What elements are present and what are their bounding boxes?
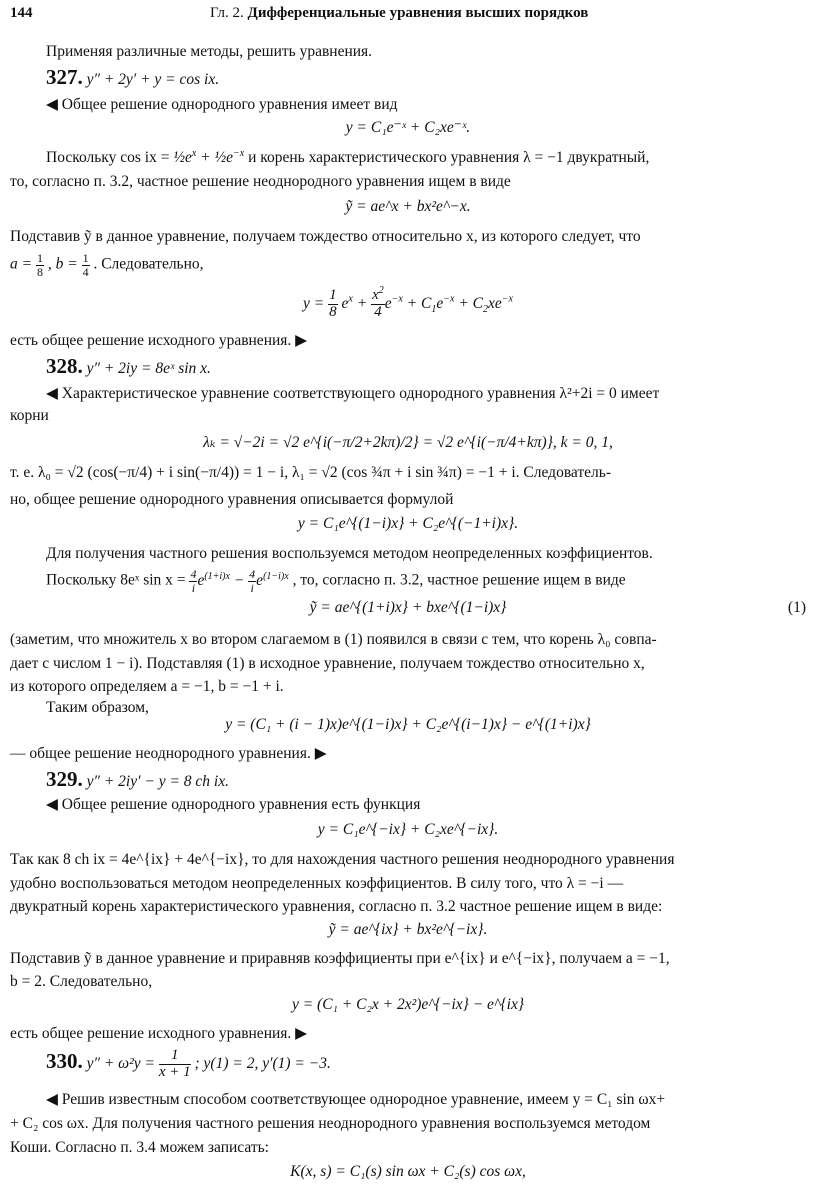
p329-line-2: Так как 8 ch ix = 4e^{ix} + 4e^{−ix}, то для нахождения частного решения неоднородного уравнения [10,851,675,868]
problem-330-eq-a: y″ + ω²y = [86,1055,155,1072]
p328-line-1: ◀ Характеристическое уравнение соответствующего однородного уравнения λ²+2i = 0 имеет [46,385,660,402]
page-number: 144 [10,5,33,21]
p327-line-2b: и корень характеристического уравнения λ = −1 двукратный, [248,149,650,166]
problem-328-number: 328. [46,354,83,378]
p327-eq-1: y = C₁e⁻ˣ + C₂xe⁻ˣ. [345,119,471,136]
p327-line-2a: Поскольку cos ix = [46,149,170,166]
problem-329-equation: y″ + 2iy′ − y = 8 ch ix. [86,773,229,790]
p329-eq-3: y = (C₁ + C₂x + 2x²)e^{−ix} − e^{ix} [291,996,525,1013]
p329-line-3: удобно воспользоваться методом неопределенных коэффициентов. В силу того, что λ = −i — [10,875,624,892]
problem-327-heading [46,64,806,90]
p328-eq-3-row [10,598,806,617]
p327-line-5: a = $\frac{1}{8}$ , b = $\frac{1}{4}$ . Следовательно, [10,251,204,279]
p328-eq-2: y = C₁e^{(1−i)x} + C₂e^{(−1+i)x}. [297,515,519,532]
problem-330-number: 330. [46,1049,83,1073]
p328-line-10: Таким образом, [46,699,149,716]
intro-text: Применяя различные методы, решить уравнения. [46,43,373,60]
p330-line-3: Коши. Согласно п. 3.4 можем записать: [10,1139,269,1156]
equation-number-1: (1) [787,599,806,616]
p328-line-7: (заметим, что множитель x во втором слагаемом в (1) появился в связи с тем, что корень λ₀ совпа- [10,631,657,648]
problem-327-number: 327. [46,65,83,89]
problem-330-eq-b: ; y(1) = 2, y′(1) = −3. [194,1055,331,1072]
p327-line-1: ◀ Общее решение однородного уравнения имеет вид [46,96,398,113]
p330-line-1: ◀ Решив известным способом соответствующее однородное уравнение, имеем y = C₁ sin ωx+ [46,1091,666,1108]
p327-line-5b: , b = [47,255,78,273]
problem-328-equation: y″ + 2iy = 8eˣ sin x. [86,360,211,377]
p329-line-5: Подставив ỹ в данное уравнение и приравняв коэффициенты при e^{ix} и e^{−ix}, получаем a = −1, [10,950,670,967]
p328-eq-3: ỹ = ae^{(1+i)x} + bxe^{(1−i)x} [309,599,507,616]
p329-line-1: ◀ Общее решение однородного уравнения есть функция [46,796,421,813]
p328-line-9: из которого определяем a = −1, b = −1 + i. [10,678,284,695]
p328-eq-1: λₖ = √−2i = √2 e^{i(−π/2+2kπ)/2} = √2 e^{i(−π/4+kπ)}, k = 0, 1, [203,434,613,451]
problem-328-heading [46,353,806,379]
problem-329-number: 329. [46,767,83,791]
problem-330-heading: 330. y″ + ω²y = $\frac{1}{x + 1}$ ; y(1) = 2, y′(1) = −3. [46,1047,331,1080]
p329-eq-1: y = C₁e^{−ix} + C₂xe^{−ix}. [317,821,499,838]
p329-line-6: b = 2. Следовательно, [10,973,153,990]
p328-line-6: Поскольку 8eˣ sin x = $\frac{4}{i}$ $e^{(1+i)x}$ − $\frac{4}{i}$ $e^{(1-i)x}$ , то, согласно п. 3.2, частное решение ищем в виде [46,567,626,595]
p329-line-4: двукратный корень характеристического уравнения, согласно п. 3.2 частное решение ищем в виде: [10,898,663,915]
p327-line-3: то, согласно п. 3.2, частное решение неоднородного уравнения ищем в виде [10,173,511,190]
p328-line-5: Для получения частного решения воспользуемся методом неопределенных коэффициентов. [46,545,653,562]
p327-eq-2: ỹ = ae^x + bx²e^−x. [345,198,471,215]
p327-line-4: Подставив ỹ в данное уравнение, получаем тождество относительно x, из которого следует, что [10,228,641,245]
running-header [10,4,804,24]
p328-line-8: дает с числом 1 − i). Подставляя (1) в исходное уравнение, получаем тождество относительно x, [10,655,645,672]
p329-eq-2: ỹ = ae^{ix} + bx²e^{−ix}. [328,921,488,938]
p330-line-2: + C₂ cos ωx. Для получения частного решения неоднородного уравнения воспользуемся методом [10,1115,651,1132]
p327-line-6: есть общее решение исходного уравнения. ▶ [10,332,308,349]
p328-line-6a: Поскольку 8eˣ sin x = [46,571,186,589]
problem-327-equation: y″ + 2y′ + y = cos ix. [86,71,220,88]
p330-eq-1: K(x, s) = C₁(s) sin ωx + C₂(s) cos ωx, [290,1163,526,1180]
p328-line-3: т. е. λ₀ = √2 (cos(−π/4) + i sin(−π/4)) = 1 − i, λ₁ = √2 (cos ¾π + i sin ¾π) = −1 + i. Следователь- [10,464,612,481]
p328-line-2: корни [10,407,49,424]
p328-line-6b: , то, согласно п. 3.2, частное решение ищем в виде [292,571,626,589]
problem-329-heading [46,766,806,792]
chapter-header [210,4,588,23]
chapter-label: Гл. 2. [210,5,244,21]
p327-eq-3: y = $\frac{1}{8}$ $e^x$ + $\frac{x^2}{4}$ $e^{-x} + C_1e^{-x} + C_2xe^{-x}$ [303,285,513,320]
p328-eq-4: y = (C₁ + (i − 1)x)e^{(1−i)x} + C₂e^{(i−1)x} − e^{(1+i)x} [225,716,591,733]
p329-line-7: есть общее решение исходного уравнения. ▶ [10,1025,308,1042]
p328-line-4: но, общее решение однородного уравнения описывается формулой [10,491,454,508]
p327-line-5a: a = [10,255,33,273]
chapter-title: Дифференциальные уравнения высших порядков [247,5,589,21]
p328-line-11: — общее решение неоднородного уравнения. ▶ [10,745,327,762]
p327-line-5c: . Следовательно, [93,255,204,273]
p327-line-2: Поскольку cos ix = $\frac{1}{2}e^x$ + $\frac{1}{2}e^{-x}$ и корень характеристического уравнения λ = −1 двукратный, [46,147,650,166]
